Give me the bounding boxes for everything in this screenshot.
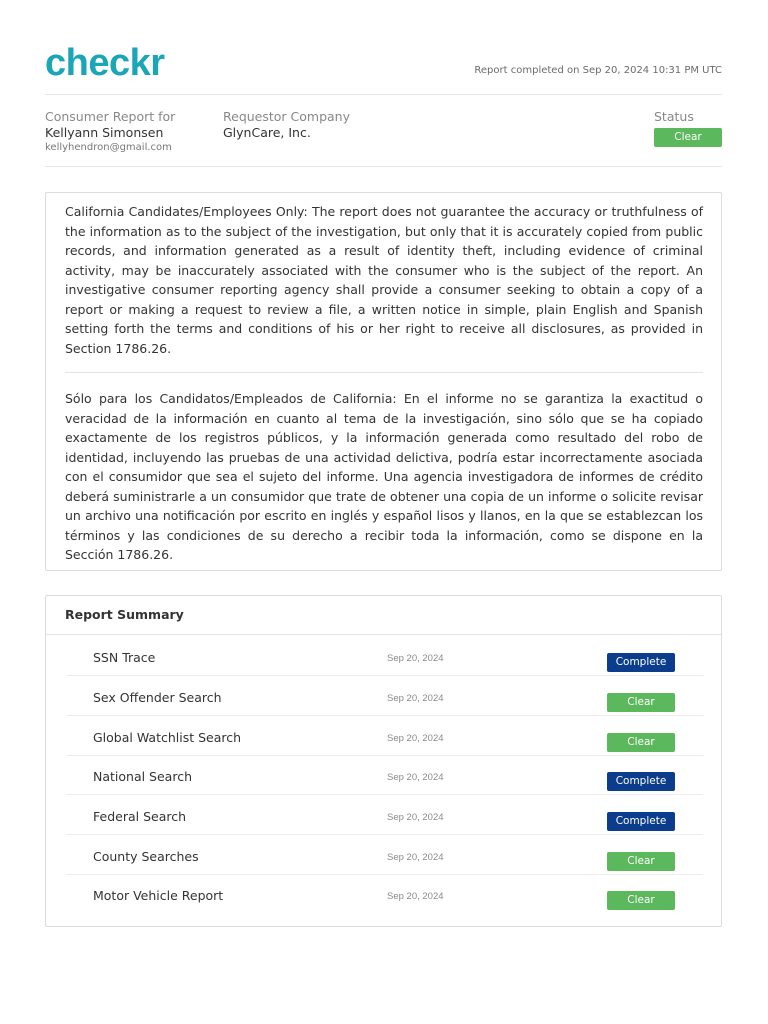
summary-row bbox=[66, 835, 703, 875]
disclosure-spanish: Sólo para los Candidatos/Empleados de California: En el informe no se garantiza la exactitud o veracidad de la información en cuanto al tema de la investigación, sino sólo que se ha copiado exactamente de los registros públicos, y la información generada como resultado del robo de identidad, incluyendo las pruebas de una actividad delictiva, podría estar incorrectamente asociada con el consumidor que sea el sujeto del informe. Una agencia investigadora de informes de crédito deberá suministrarle a un consumidor que trate de obtener una copia de un informe o solicite revisar un archivo una notificación por escrito en inglés y español lisos y llanos, en la que se establezcan los términos y las condiciones de su derecho a recibir toda la información, como se dispone en la Sección 1786.26. bbox=[65, 391, 703, 562]
summary-row bbox=[66, 676, 703, 716]
requestor-info bbox=[223, 109, 350, 140]
consumer-name: Kellyann Simonsen bbox=[45, 125, 164, 140]
header-divider bbox=[45, 94, 722, 95]
summary-row-name: Sex Offender Search bbox=[93, 690, 222, 705]
summary-row bbox=[66, 716, 703, 756]
report-completed-timestamp: Report completed on Sep 20, 2024 10:31 PM UTC bbox=[474, 65, 722, 76]
summary-row-status-badge: Clear bbox=[607, 733, 675, 752]
summary-row-name: SSN Trace bbox=[93, 650, 156, 665]
summary-row-date: Sep 20, 2024 bbox=[387, 891, 444, 902]
summary-row bbox=[66, 874, 703, 913]
summary-row-status-badge: Clear bbox=[607, 852, 675, 871]
report-summary bbox=[45, 595, 722, 927]
status-label: Status bbox=[654, 109, 694, 124]
summary-row-name: National Search bbox=[93, 769, 193, 784]
consumer-email: kellyhendron@gmail.com bbox=[45, 142, 172, 153]
summary-row-date: Sep 20, 2024 bbox=[387, 693, 444, 704]
disclosure-divider bbox=[65, 372, 703, 373]
requestor-label: Requestor Company bbox=[223, 109, 351, 124]
summary-row-status-badge: Clear bbox=[607, 693, 675, 712]
summary-row-date: Sep 20, 2024 bbox=[387, 812, 444, 823]
summary-row-status-badge: Complete bbox=[607, 812, 675, 831]
consumer-label: Consumer Report for bbox=[45, 109, 176, 124]
summary-row bbox=[66, 795, 703, 835]
summary-row-date: Sep 20, 2024 bbox=[387, 772, 444, 783]
summary-row bbox=[66, 636, 703, 676]
status-badge: Clear bbox=[654, 128, 722, 147]
summary-row-status-badge: Complete bbox=[607, 772, 675, 791]
california-disclosure bbox=[45, 192, 722, 571]
summary-row-status-badge: Clear bbox=[607, 891, 675, 910]
summary-row-date: Sep 20, 2024 bbox=[387, 852, 444, 863]
summary-row-status-badge: Complete bbox=[607, 653, 675, 672]
report-summary-title: Report Summary bbox=[46, 596, 721, 635]
meta-divider bbox=[45, 166, 722, 167]
summary-row-date: Sep 20, 2024 bbox=[387, 733, 444, 744]
summary-row-date: Sep 20, 2024 bbox=[387, 653, 444, 664]
requestor-name: GlynCare, Inc. bbox=[223, 125, 311, 140]
summary-row-name: Federal Search bbox=[93, 809, 187, 824]
summary-row-name: County Searches bbox=[93, 849, 199, 864]
summary-row-name: Global Watchlist Search bbox=[93, 730, 242, 745]
summary-row bbox=[66, 755, 703, 795]
consumer-info bbox=[45, 109, 175, 155]
summary-row-name: Motor Vehicle Report bbox=[93, 888, 224, 903]
report-status bbox=[654, 109, 722, 147]
checkr-logo: checkr bbox=[45, 42, 165, 84]
disclosure-english: California Candidates/Employees Only: The report does not guarantee the accuracy or truthfulness of the information as to the subject of the investigation, but only that it is accurately copied from public records, and information generated as a result of identity theft, including evidence of criminal activity, may be inaccurately associated with the consumer who is the subject of the report. An investigative consumer reporting agency shall provide a consumer seeking to obtain a copy of a report or making a request to review a file, a written notice in simple, plain English and Spanish setting forth the terms and conditions of his or her right to receive all disclosures, as provided in Section 1786.26. bbox=[65, 204, 703, 356]
